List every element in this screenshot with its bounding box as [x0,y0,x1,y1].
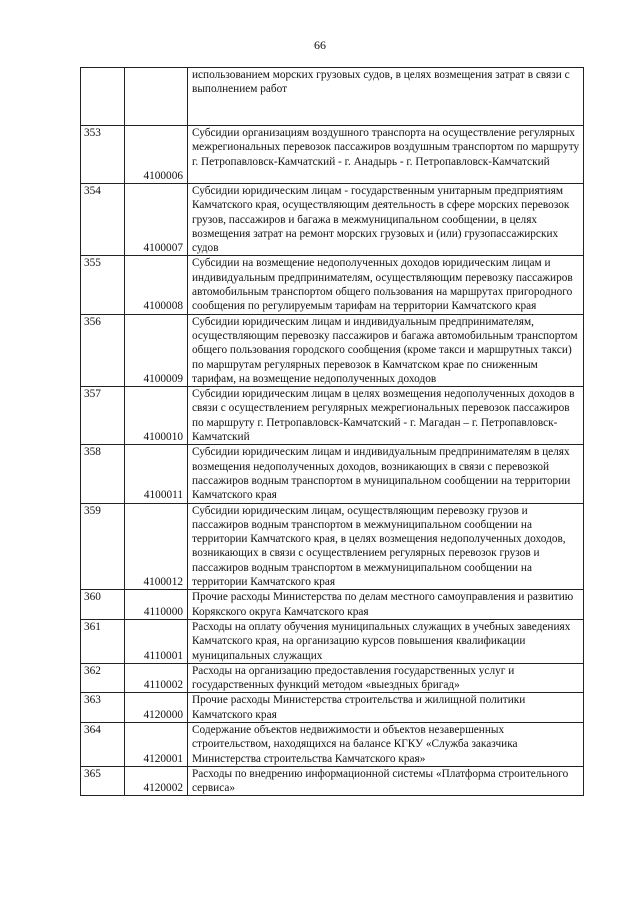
row-description: Расходы на организацию предоставления государственных услуг и государственных функций методом «выездных бригад» [188,663,584,693]
row-number: 357 [81,387,125,445]
budget-classification-table [80,67,584,796]
table-row [81,663,584,693]
table-row [81,184,584,256]
row-description: Субсидии юридическим лицам в целях возмещения недополученных доходов в связи с осуществлением регулярных межрегиональных перевозок пассажиров по маршруту г. Петропавловск-Камчатский - г. Магадан – г. Петропавловск-Камчатский [188,387,584,445]
table-row [81,619,584,663]
row-description: Субсидии юридическим лицам и индивидуальным предпринимателям, осуществляющим перевозку пассажиров и багажа автомобильным транспортом общего пользования городского сообщения (кроме такси и маршрутных такси) по маршрутам регулярных перевозок в Камчатском крае по сниженным тарифам, на возмещение недополученных доходов [188,314,584,386]
row-number: 354 [81,184,125,256]
row-code: 4120000 [125,693,188,723]
row-code: 4100007 [125,184,188,256]
row-number: 360 [81,590,125,620]
row-description: Субсидии юридическим лицам - государственным унитарным предприятиям Камчатского края, осуществляющим деятельность в сфере морских перевозок грузов, пассажиров и багажа в межмуниципальном сообщении, в целях возмещения затрат на ремонт морских грузовых и (или) грузопассажирских судов [188,184,584,256]
row-number: 364 [81,722,125,766]
row-code: 4100011 [125,445,188,503]
row-number: 362 [81,663,125,693]
row-number: 361 [81,619,125,663]
row-description: Субсидии на возмещение недополученных доходов юридическим лицам и индивидуальным предпринимателям, осуществляющим перевозку пассажиров автомобильным транспортом общего пользования на маршрутах пригородного сообщения по регулируемым тарифам на территории Камчатского края [188,256,584,314]
row-code: 4100008 [125,256,188,314]
table-row [81,68,584,126]
table-row [81,722,584,766]
table-row [81,256,584,314]
table-row [81,387,584,445]
row-description: Субсидии юридическим лицам, осуществляющим перевозку грузов и пассажиров водным транспортом в межмуниципальном сообщении на территории Камчатского края, в целях возмещения недополученных доходов, возникающих в связи с осуществлением регулярных перевозок грузов и пассажиров водным транспортом в межмуниципальном сообщении на территории Камчатского края [188,503,584,590]
row-code: 4100009 [125,314,188,386]
row-code: 4100006 [125,126,188,184]
row-number: 365 [81,766,125,796]
row-code: 4120002 [125,766,188,796]
row-code: 4120001 [125,722,188,766]
row-number: 363 [81,693,125,723]
row-number: 358 [81,445,125,503]
row-number: 355 [81,256,125,314]
row-description: Субсидии организациям воздушного транспорта на осуществление регулярных межрегиональных перевозок пассажиров воздушным транспортом по маршруту г. Петропавловск-Камчатский - г. Анадырь - г. Петропавловск-Камчатский [188,126,584,184]
row-description: использованием морских грузовых судов, в целях возмещения затрат в связи с выполнением работ [188,68,584,126]
row-code: 4110000 [125,590,188,620]
page-number: 66 [314,38,326,52]
table-row [81,126,584,184]
row-description: Субсидии юридическим лицам и индивидуальным предпринимателям в целях возмещения недополученных доходов, возникающих в связи с перевозкой пассажиров водным транспортом в муниципальном сообщении на территории Камчатского края [188,445,584,503]
table-row [81,766,584,796]
row-description: Прочие расходы Министерства строительства и жилищной политики Камчатского края [188,693,584,723]
row-code: 4100010 [125,387,188,445]
row-code [125,68,188,126]
table-row [81,693,584,723]
table-row [81,445,584,503]
table-row [81,314,584,386]
row-code: 4110001 [125,619,188,663]
row-description: Расходы на оплату обучения муниципальных служащих в учебных заведениях Камчатского края, на организацию курсов повышения квалификации муниципальных служащих [188,619,584,663]
row-number: 359 [81,503,125,590]
table-body [81,68,584,796]
row-number: 356 [81,314,125,386]
row-number: 353 [81,126,125,184]
row-code: 4110002 [125,663,188,693]
table-row [81,590,584,620]
row-description: Расходы по внедрению информационной системы «Платформа строительного сервиса» [188,766,584,796]
row-code: 4100012 [125,503,188,590]
table-row [81,503,584,590]
row-number [81,68,125,126]
row-description: Содержание объектов недвижимости и объектов незавершенных строительством, находящихся на балансе КГКУ «Служба заказчика Министерства строительства Камчатского края» [188,722,584,766]
row-description: Прочие расходы Министерства по делам местного самоуправления и развитию Корякского округа Камчатского края [188,590,584,620]
